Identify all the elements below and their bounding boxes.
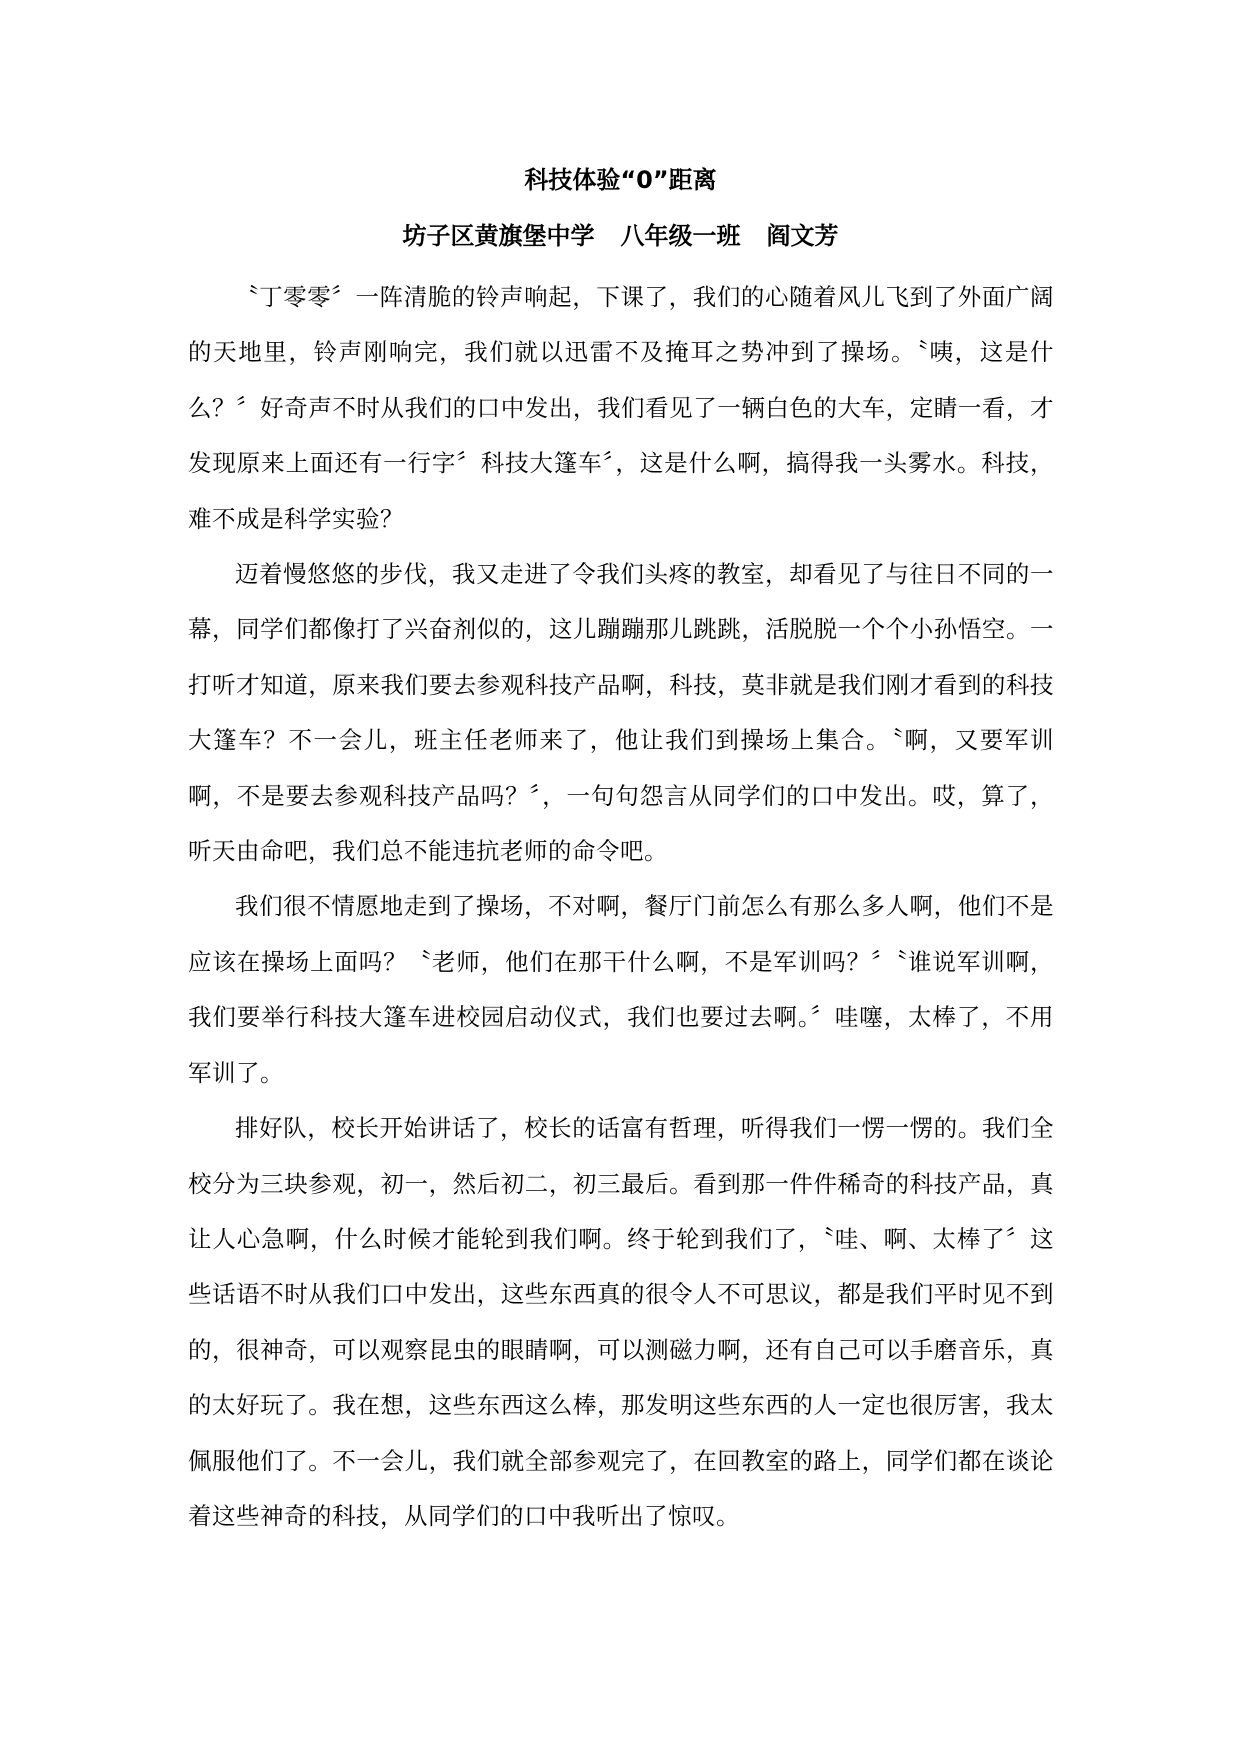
author-byline: [0, 218, 1241, 254]
paragraph-1: 〝丁零零〞一阵清脆的铃声响起，下课了，我们的心随着风儿飞到了外面广阔的天地里，铃声刚响完，我们就以迅雷不及掩耳之势冲到了操场。〝咦，这是什么？〞好奇声不时从我们的口中发出，我们看见了一辆白色的大车，定睛一看，才发现原来上面还有一行字〞科技大篷车〞，这是什么啊，搞得我一头雾水。科技，难不成是科学实验？: [188, 283, 1054, 533]
byline-school: 坊子区黄旗堡中学: [402, 222, 595, 250]
byline-author: 阎文芳: [766, 222, 839, 250]
paragraph-3: 我们很不情愿地走到了操场，不对啊，餐厅门前怎么有那么多人啊，他们不是应该在操场上面吗？〝老师，他们在那干什么啊，不是军训吗？〞〝谁说军训啊，我们要举行科技大篷车进校园启动仪式，我们也要过去啊。〞哇噻，太棒了，不用军训了。: [188, 892, 1054, 1087]
byline-class: 八年级一班: [620, 222, 741, 250]
paragraph-4: 排好队，校长开始讲话了，校长的话富有哲理，听得我们一愣一愣的。我们全校分为三块参观，初一，然后初二，初三最后。看到那一件件稀奇的科技产品，真让人心急啊，什么时候才能轮到我们啊。终于轮到我们了，〝哇、啊、太棒了〞这些话语不时从我们口中发出，这些东西真的很令人不可思议，都是我们平时见不到的，很神奇，可以观察昆虫的眼睛啊，可以测磁力啊，还有自己可以手磨音乐，真的太好玩了。我在想，这些东西这么棒，那发明这些东西的人一定也很厉害，我太佩服他们了。不一会儿，我们就全部参观完了，在回教室的路上，同学们都在谈论着这些神奇的科技，从同学们的口中我听出了惊叹。: [188, 1114, 1054, 1530]
document-title: 科技体验“0”距离: [524, 166, 717, 194]
document-body: [188, 270, 1054, 1544]
paragraph-2: 迈着慢悠悠的步伐，我又走进了令我们头疼的教室，却看见了与往日不同的一幕，同学们都像打了兴奋剂似的，这儿蹦蹦那儿跳跳，活脱脱一个个小孙悟空。一打听才知道，原来我们要去参观科技产品啊，科技，莫非就是我们刚才看到的科技大篷车？不一会儿，班主任老师来了，他让我们到操场上集合。〝啊，又要军训啊，不是要去参观科技产品吗？〞，一句句怨言从同学们的口中发出。哎，算了，听天由命吧，我们总不能违抗老师的命令吧。: [188, 560, 1054, 866]
